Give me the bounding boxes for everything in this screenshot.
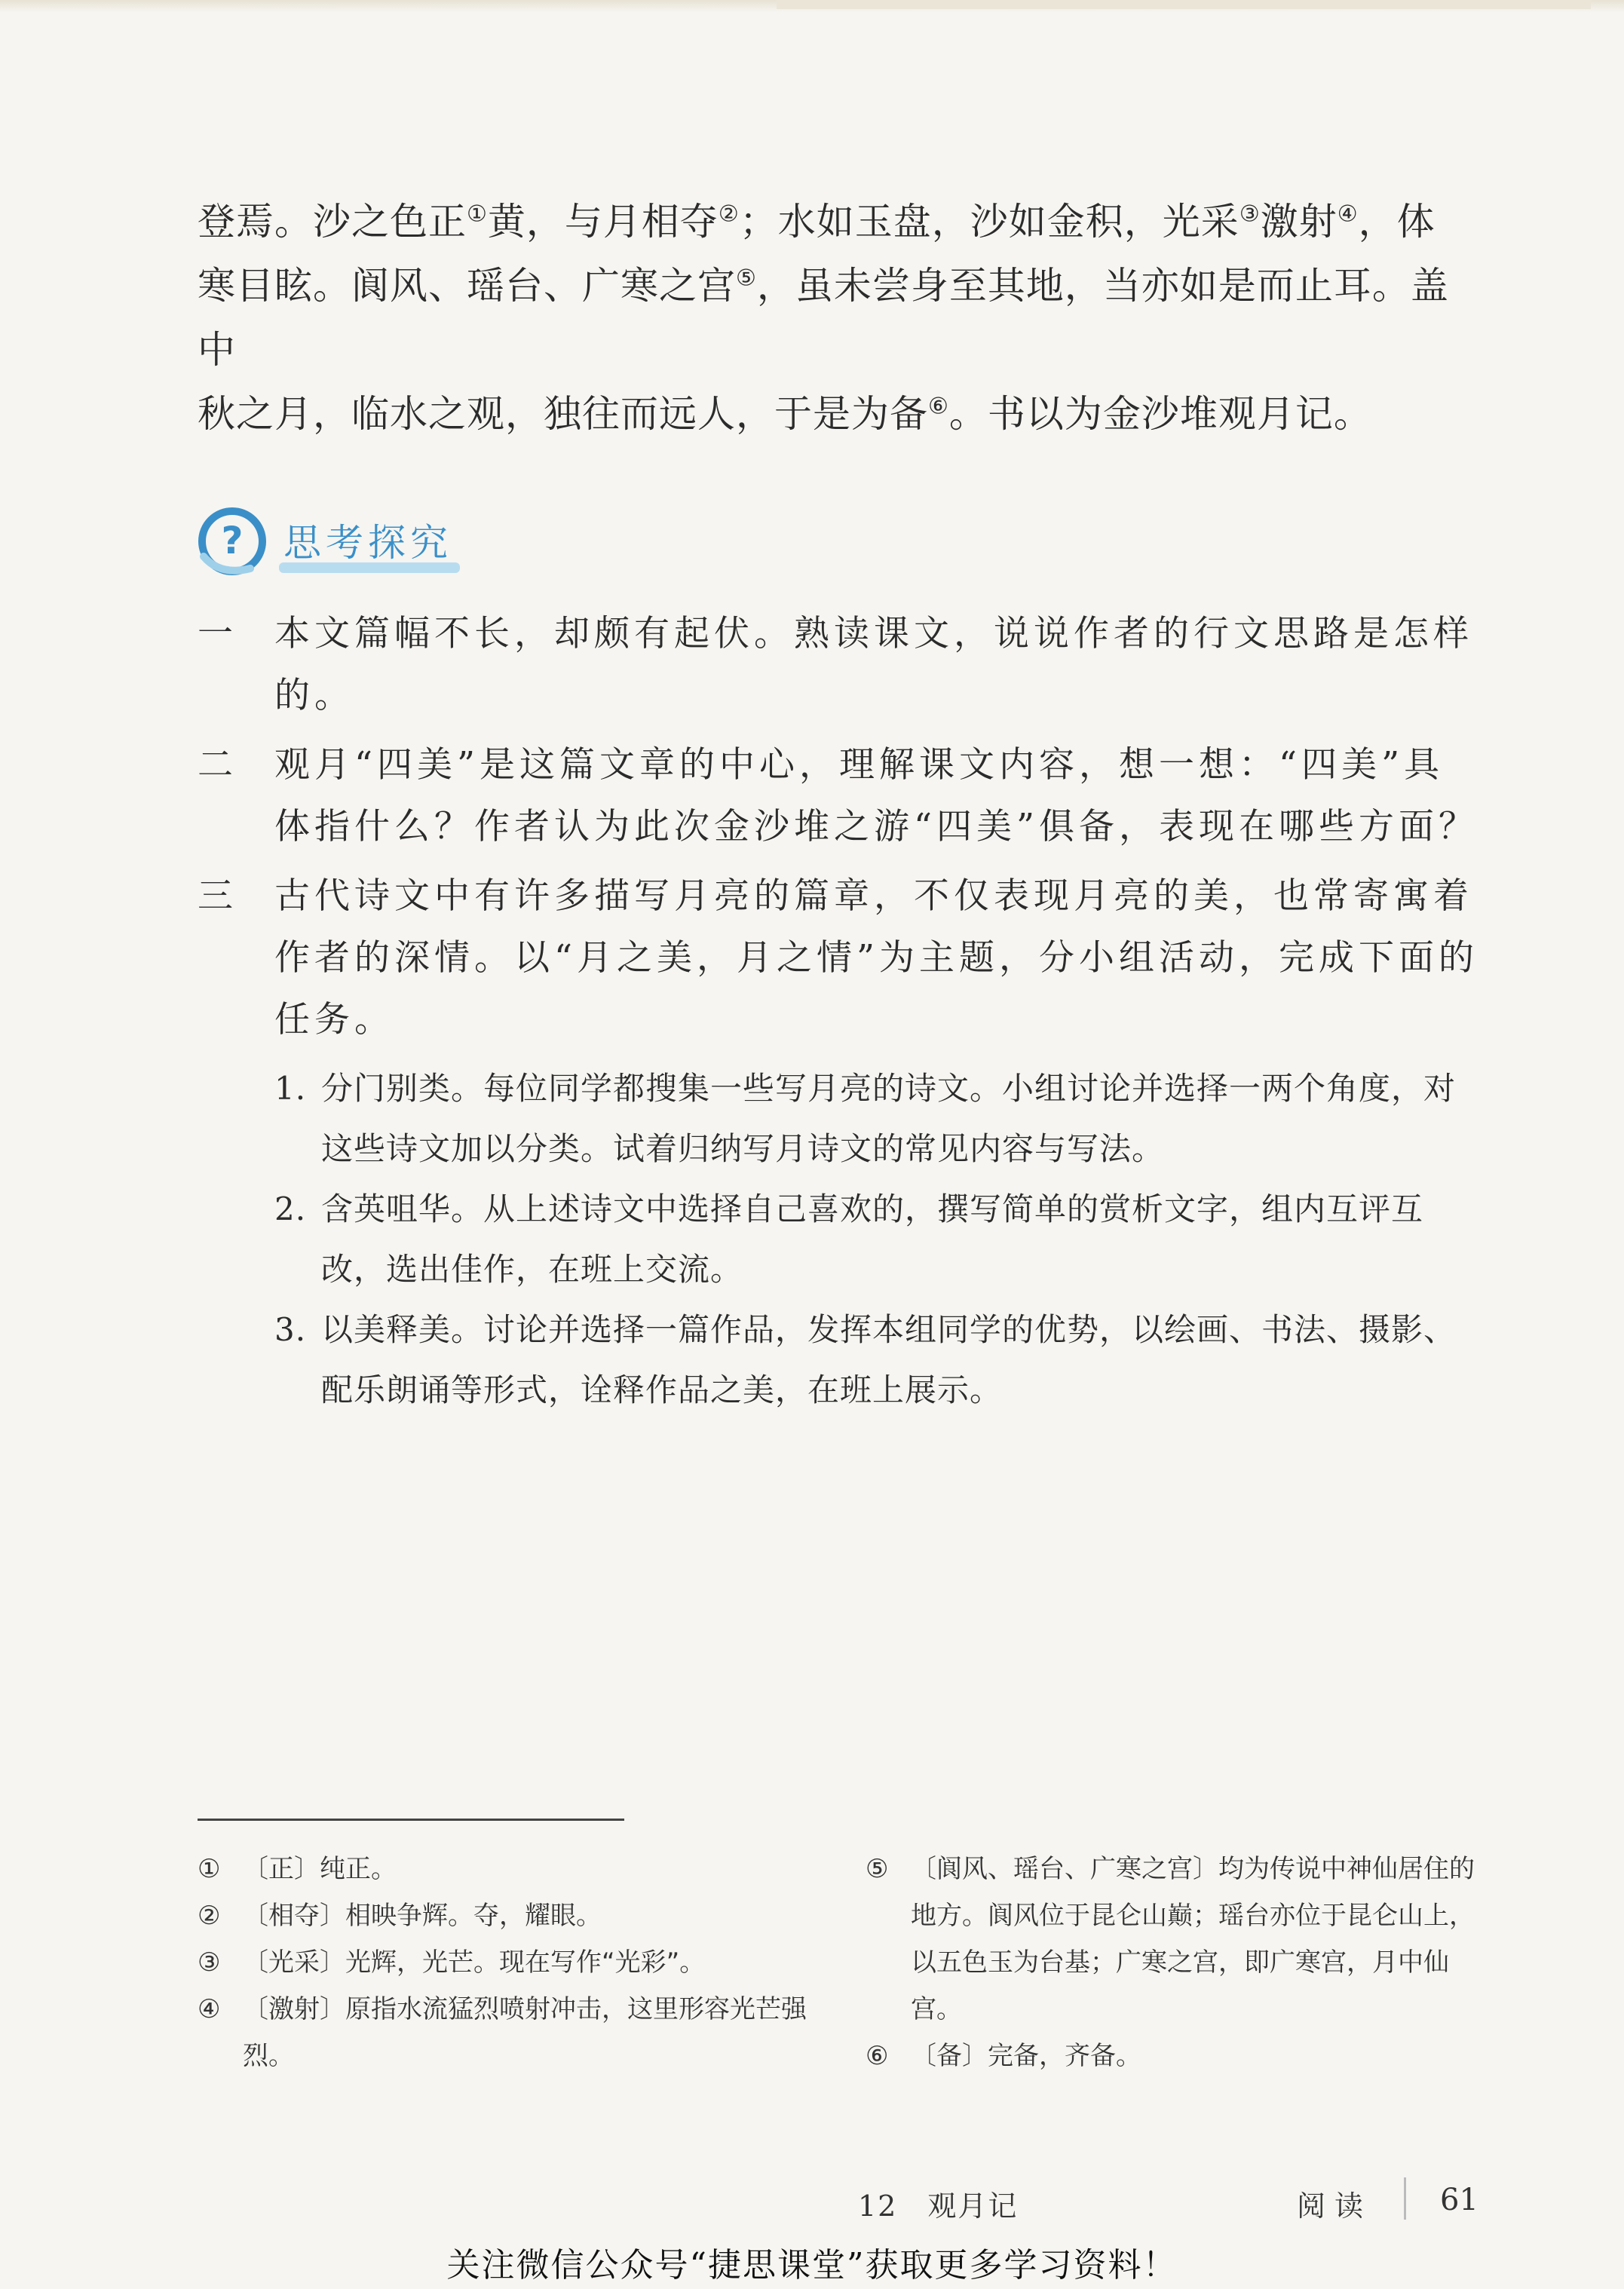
footer-lesson-title: 12 观月记	[858, 2189, 1019, 2223]
subtask-number: 1.	[274, 1070, 307, 1107]
subtask-text: 以美释美。讨论并选择一篇作品，发挥本组同学的优势，以绘画、书法、摄影、配乐朗诵等形式，诠释作品之美，在班上展示。	[321, 1311, 1457, 1408]
subtask-text: 含英咀华。从上述诗文中选择自己喜欢的，撰写简单的赏析文字，组内互评互改，选出佳作，在班上交流。	[321, 1190, 1424, 1288]
question-item	[198, 734, 1479, 858]
footnote-divider	[198, 1819, 624, 1821]
subtask-text: 分门别类。每位同学都搜集一些写月亮的诗文。小组讨论并选择一两个角度，对这些诗文加以分类。试着归纳写月诗文的常见内容与写法。	[321, 1070, 1457, 1167]
footnote-text: 〔阆风、瑶台、广寒之宫〕均为传说中神仙居住的地方。阆风位于昆仑山巅；瑶台亦位于昆仑山上，以五色玉为台基；广寒之宫，即广寒宫，月中仙宫。	[911, 1854, 1475, 2024]
question-text: 本文篇幅不长，却颇有起伏。熟读课文，说说作者的行文思路是怎样的。	[274, 613, 1473, 716]
passage-text: ，体	[1358, 200, 1436, 244]
passage-text: 黄，与月相夺	[487, 200, 719, 244]
passage-line-2	[198, 254, 1479, 382]
question-number: 二	[198, 744, 237, 786]
page-number: 61	[1440, 2183, 1478, 2217]
question-list	[198, 603, 1479, 1420]
passage-text: 寒目眩。阆风、瑶台、广寒之宫	[198, 264, 736, 308]
footnote	[198, 1892, 831, 1939]
footnote-ref[interactable]: ⑥	[928, 393, 949, 420]
passage-text: ；水如玉盘，沙如金积，光采	[739, 200, 1239, 244]
subtask-number: 2.	[274, 1190, 307, 1227]
footnote-text: 〔备〕完备，齐备。	[911, 2041, 1141, 2071]
footnote	[198, 1939, 831, 1986]
section-title: 思考探究	[283, 513, 452, 567]
footnote-number: ④	[198, 1994, 221, 2024]
footnote-text: 〔光采〕光辉，光芒。现在写作“光彩”。	[243, 1947, 706, 1978]
page-top-scan-mark	[777, 0, 1591, 9]
classical-passage	[198, 190, 1479, 446]
section-header	[198, 504, 452, 576]
footnote-text: 〔激射〕原指水流猛烈喷射冲击，这里形容光芒强烈。	[243, 1994, 807, 2071]
footnote-text: 〔正〕纯正。	[243, 1854, 397, 1884]
footnote-ref[interactable]: ⑤	[736, 265, 757, 292]
footnote	[198, 1986, 831, 2079]
footnote-number: ②	[198, 1901, 221, 1931]
svg-text:?: ?	[221, 519, 244, 562]
footnote	[866, 2033, 1484, 2079]
question-item	[198, 866, 1479, 1051]
footnote-ref[interactable]: ③	[1239, 201, 1261, 228]
footnote-ref[interactable]: ①	[467, 201, 488, 228]
footnote	[866, 1846, 1484, 2033]
footnote-text: 〔相夺〕相映争辉。夺，耀眼。	[243, 1901, 602, 1931]
subtask-item	[274, 1179, 1479, 1300]
subtask-item	[274, 1059, 1479, 1179]
subtask-number: 3.	[274, 1311, 307, 1348]
footnote-number: ⑥	[866, 2041, 889, 2071]
subtask-item	[274, 1300, 1479, 1420]
question-mark-icon	[198, 504, 273, 576]
passage-line-3	[198, 382, 1479, 446]
passage-text: 激射	[1260, 200, 1338, 244]
question-number: 三	[198, 875, 237, 917]
question-text: 古代诗文中有许多描写月亮的篇章，不仅表现月亮的美，也常寄寓着作者的深情。以“月之美，月之情”为主题，分小组活动，完成下面的任务。	[274, 875, 1479, 1040]
footnote-ref[interactable]: ④	[1337, 201, 1359, 228]
footnote	[198, 1846, 831, 1892]
question-item	[198, 603, 1479, 727]
passage-line-1	[198, 190, 1479, 254]
footnotes-left-column	[198, 1846, 831, 2079]
footnote-number: ⑤	[866, 1854, 889, 1884]
passage-text: ，虽未尝身至其地，当亦如是而止耳。盖中	[198, 264, 1449, 372]
question-number: 一	[198, 613, 237, 654]
passage-text: 秋之月，临水之观，独往而远人，于是为备	[198, 392, 928, 436]
footer-category: 阅读	[1297, 2189, 1373, 2223]
promo-banner: 关注微信公众号“捷思课堂”获取更多学习资料！	[446, 2246, 1178, 2284]
footnotes-right-column	[866, 1846, 1484, 2079]
footer-divider	[1404, 2177, 1406, 2220]
passage-text: 。书以为金沙堆观月记。	[948, 392, 1372, 436]
footnote-ref[interactable]: ②	[718, 201, 740, 228]
footnote-number: ③	[198, 1947, 221, 1978]
footnote-number: ①	[198, 1854, 221, 1884]
passage-text: 登焉。沙之色正	[198, 200, 467, 244]
question-text: 观月“四美”是这篇文章的中心，理解课文内容，想一想：“四美”具体指什么？作者认为此次金沙堆之游“四美”俱备，表现在哪些方面？	[274, 744, 1479, 847]
